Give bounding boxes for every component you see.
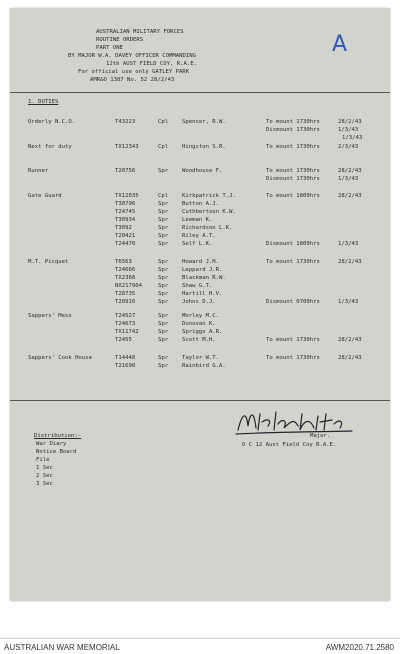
header-line: For official use only GATLEY PARK <box>78 69 190 75</box>
cell-date1: 1/3/43 <box>338 299 359 305</box>
distribution-item: 1 Sec <box>36 465 53 471</box>
cell-act1: To mount 1730hrs <box>266 355 320 361</box>
signature-title: O C 12 Aust Field Coy R.A.E. <box>242 442 337 448</box>
cell-name: Donovan K. <box>182 321 216 327</box>
header-line: 12th AUST FIELD COY, R.A.E. <box>106 61 197 67</box>
cell-act1: To mount 1730hrs <box>266 144 320 150</box>
cell-name: Johns D.J. <box>182 299 216 305</box>
cell-date2: 1/3/43 <box>338 176 359 182</box>
cell-date1: 28/2/43 <box>338 193 362 199</box>
cell-act1: To mount 1730hrs <box>266 337 320 343</box>
cell-num: T3092 <box>115 225 132 231</box>
cell-name: Cuthbertson K.W. <box>182 209 236 215</box>
section-title: 1. DUTIES <box>28 99 59 105</box>
cell-date1: 28/2/43 <box>338 119 362 125</box>
distribution-item: 2 Sec <box>36 473 53 479</box>
cell-duty: Gate Guard <box>28 193 62 199</box>
cell-rank: Cpl <box>158 144 169 150</box>
cell-name: Scott M.H. <box>182 337 216 343</box>
cell-rank: Spr <box>158 275 169 281</box>
distribution-item: File <box>36 457 50 463</box>
cell-act2: Dismount 1730hrs <box>266 176 320 182</box>
cell-rank: Spr <box>158 283 169 289</box>
cell-date1: 28/2/43 <box>338 168 362 174</box>
cell-rank: Spr <box>158 168 169 174</box>
cell-act1: To mount 1730hrs <box>266 119 320 125</box>
cell-act1: To mount 1730hrs <box>266 168 320 174</box>
cell-num: TX12035 <box>115 193 139 199</box>
footer-accession: AWM2020.71.2580 <box>325 643 394 652</box>
cell-name: Button A.J. <box>182 201 220 207</box>
signature <box>232 404 362 440</box>
header-line: PART ONE <box>96 45 123 51</box>
cell-act1: Dismount 0700hrs <box>266 299 320 305</box>
cell-rank: Spr <box>158 259 169 265</box>
cell-rank: Spr <box>158 329 169 335</box>
cell-duty: Runner <box>28 168 49 174</box>
cell-num: TX2368 <box>115 275 136 281</box>
cell-rank: Spr <box>158 201 169 207</box>
cell-num: T14448 <box>115 355 136 361</box>
cell-num: TX11742 <box>115 329 139 335</box>
cell-name: Spriggs A.R. <box>182 329 223 335</box>
cell-name: Leppard J.R. <box>182 267 223 273</box>
footer-credit: AUSTRALIAN WAR MEMORIAL <box>4 643 120 652</box>
cell-rank: Spr <box>158 217 169 223</box>
cell-name: Woodhouse F. <box>182 168 223 174</box>
cell-name: Kirkpatrick T.J. <box>182 193 236 199</box>
cell-extra: 1/3/43 <box>342 135 363 141</box>
header-line: AMR&O 1387 No. 52 28/2/43 <box>90 77 175 83</box>
cell-name: Leeman K. <box>182 217 213 223</box>
cell-duty: Next for duty <box>28 144 72 150</box>
distribution-item: Notice Board <box>36 449 77 455</box>
distribution-item: War Diary <box>36 441 67 447</box>
cell-rank: Spr <box>158 209 169 215</box>
header-line: ROUTINE ORDERS <box>96 37 144 43</box>
cell-num: T24527 <box>115 313 136 319</box>
cell-rank: Spr <box>158 241 169 247</box>
header-line: AUSTRALIAN MILITARY FORCES <box>96 29 184 35</box>
distribution-item: 3 Sec <box>36 481 53 487</box>
cell-name: Rainbird G.A. <box>182 363 226 369</box>
cell-date1: 28/2/43 <box>338 259 362 265</box>
cell-name: Howard J.H. <box>182 259 220 265</box>
cell-act1: Dismount 1800hrs <box>266 241 320 247</box>
cell-num: T20756 <box>115 168 136 174</box>
cell-name: Hingston S.R. <box>182 144 226 150</box>
cell-num: TX12343 <box>115 144 139 150</box>
footer-divider <box>10 400 390 401</box>
cell-act1: To mount 1730hrs <box>266 259 320 265</box>
cell-act1: To mount 1800hrs <box>266 193 320 199</box>
cell-num: T30934 <box>115 217 136 223</box>
footer-bar <box>0 638 400 654</box>
cell-rank: Spr <box>158 267 169 273</box>
cell-name: Richardson L.K. <box>182 225 233 231</box>
cell-name: Riley A.T. <box>182 233 216 239</box>
cell-rank: Spr <box>158 355 169 361</box>
cell-num: T21690 <box>115 363 136 369</box>
cell-duty: Sappers' Mess <box>28 313 72 319</box>
cell-name: Spencer, R.W. <box>182 119 226 125</box>
signature-rank: Major. <box>310 433 331 439</box>
cell-name: Taylor W.T. <box>182 355 220 361</box>
cell-rank: Spr <box>158 225 169 231</box>
cell-num: T43223 <box>115 119 136 125</box>
header-divider <box>10 92 390 93</box>
cell-rank: Spr <box>158 299 169 305</box>
cell-duty: Sappers' Cook House <box>28 355 92 361</box>
cell-rank: Spr <box>158 321 169 327</box>
cell-num: T24673 <box>115 321 136 327</box>
cell-rank: Spr <box>158 313 169 319</box>
cell-num: T24470 <box>115 241 136 247</box>
cell-date1: 2/3/43 <box>338 144 359 150</box>
cell-rank: Cpl <box>158 119 169 125</box>
cell-date2: 1/3/43 <box>338 127 359 133</box>
cell-date1: 1/3/43 <box>338 241 359 247</box>
cell-name: Blackman R.W. <box>182 275 226 281</box>
cell-name: Hartill H.V. <box>182 291 223 297</box>
cell-num: T20421 <box>115 233 136 239</box>
distribution-title: Distribution:- <box>34 433 82 439</box>
cell-num: T24745 <box>115 209 136 215</box>
cell-date1: 28/2/43 <box>338 337 362 343</box>
cell-num: T24666 <box>115 267 136 273</box>
cell-rank: Spr <box>158 337 169 343</box>
cell-rank: Spr <box>158 233 169 239</box>
cell-num: T28735 <box>115 291 136 297</box>
cell-num: T30796 <box>115 201 136 207</box>
cell-num: T6563 <box>115 259 132 265</box>
cell-act2: Dismount 1730hrs <box>266 127 320 133</box>
cell-rank: Spr <box>158 291 169 297</box>
cell-rank: Cpl <box>158 193 169 199</box>
cell-name: Morley M.C. <box>182 313 220 319</box>
handwritten-annotation: A <box>332 32 348 57</box>
cell-num: T2455 <box>115 337 132 343</box>
header-line: BY MAJOR W.A. DAVEY OFFICER COMMANDING <box>68 53 196 59</box>
cell-num: T20910 <box>115 299 136 305</box>
cell-date1: 28/2/43 <box>338 355 362 361</box>
document-page <box>10 8 390 601</box>
cell-num: NX217904 <box>115 283 142 289</box>
cell-name: Self L.K. <box>182 241 213 247</box>
cell-name: Shaw G.T. <box>182 283 213 289</box>
cell-rank: Spr <box>158 363 169 369</box>
cell-duty: M.T. Picquet <box>28 259 69 265</box>
cell-duty: Orderly N.C.O. <box>28 119 76 125</box>
